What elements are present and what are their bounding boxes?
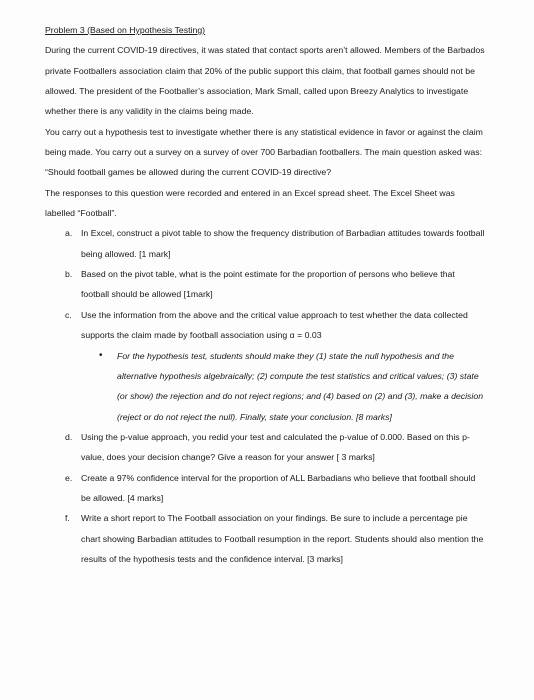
document-content — [45, 20, 485, 569]
question-text: Create a 97% confidence interval for the proportion of ALL Barbadians who believe that football should be allowed. [4 marks] — [81, 472, 476, 503]
question-item-e — [45, 468, 485, 509]
sub-item-hypothesis-steps — [81, 346, 485, 427]
question-marker: d. — [65, 431, 73, 442]
excel-paragraph: The responses to this question were recorded and entered in an Excel spread sheet. The Excel Sheet was labelled “Football”. — [45, 187, 455, 219]
sub-list — [81, 346, 485, 427]
intro-paragraph: During the current COVID-19 directives, it was stated that contact sports aren’t allowed. Members of the Barbados private Footballers association claim that 20% of the public support this claim, that football games should not be allowed. The president of the Footballer’s association, Mark Small, called upon Breezy Analytics to investigate whether there is any validity in the claims being made. — [45, 45, 485, 117]
question-marker: b. — [65, 269, 73, 280]
question-item-c — [45, 305, 485, 427]
question-text: Use the information from the above and the critical value approach to test whether the data collected supports the claim made by football association using α = 0.03 — [81, 309, 468, 341]
question-item-f — [45, 508, 485, 569]
question-text: Write a short report to The Football association on your findings. Be sure to include a percentage pie chart showing Barbadian attitudes to Football resumption in the report. Students should also mention the results of the hypothesis tests and the confidence interval. [3 marks] — [81, 513, 484, 564]
question-marker: e. — [65, 472, 73, 483]
question-text: Using the p-value approach, you redid your test and calculated the p-value of 0.000. Based on this p-value, does your decision change? Give a reason for your answer [ 3 marks] — [81, 431, 470, 463]
sub-item-text: For the hypothesis test, students should make they (1) state the null hypothesis and the alternative hypothesis algebraically; (2) compute the test statistics and critical values; (3) state (or show) the rejection and do not reject regions; and (4) based on (2) and (3), make a decision (reject or do not reject the null). Finally, state your conclusion. [8 marks] — [117, 350, 484, 422]
question-item-a — [45, 223, 485, 264]
bullet-icon: • — [99, 349, 103, 361]
question-marker: f. — [65, 513, 70, 524]
question-item-d — [45, 427, 485, 468]
question-text: Based on the pivot table, what is the point estimate for the proportion of persons who believe that football should be allowed [1mark] — [81, 269, 455, 300]
question-list — [45, 223, 485, 569]
question-marker: c. — [65, 309, 72, 320]
survey-paragraph: You carry out a hypothesis test to investigate whether there is any statistical evidence in favor or against the claim being made. You carry out a survey on a survey of over 700 Barbadian footballers. The main question asked was: “Should football games be allowed during the current COVID-19 directive? — [45, 126, 483, 178]
question-text: In Excel, construct a pivot table to show the frequency distribution of Barbadian attitudes towards football being allowed. [1 mark] — [81, 228, 485, 259]
question-marker: a. — [65, 228, 73, 239]
problem-title: Problem 3 (Based on Hypothesis Testing) — [45, 25, 206, 35]
question-item-b — [45, 264, 485, 305]
